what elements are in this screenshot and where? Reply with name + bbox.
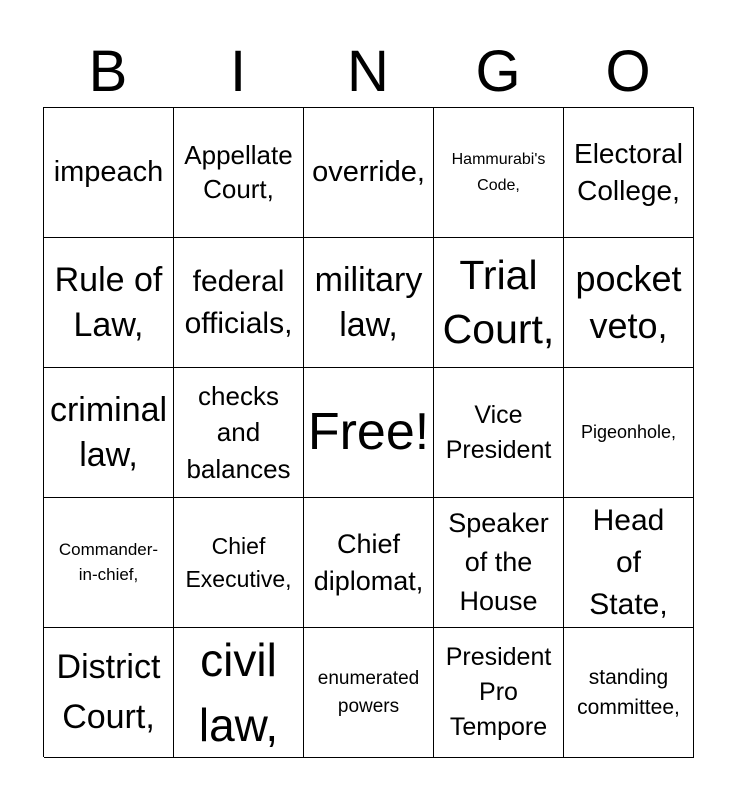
header-letter-b: B <box>88 39 128 104</box>
bingo-cell-label: civil law, <box>198 634 279 751</box>
bingo-cell-label: Commander- in-chief, <box>58 539 159 584</box>
bingo-cell[interactable] <box>304 238 434 368</box>
bingo-cell[interactable] <box>564 498 694 628</box>
header-letter-g: G <box>475 39 521 104</box>
bingo-cell-label: Chief diplomat, <box>313 529 424 596</box>
bingo-header <box>43 38 693 106</box>
bingo-cell-label: Free! <box>307 402 430 461</box>
bingo-cell[interactable] <box>564 628 694 758</box>
bingo-cell-label: Rule of Law, <box>54 261 163 344</box>
bingo-cell-label: pocket veto, <box>575 257 682 346</box>
bingo-cell[interactable] <box>304 368 434 498</box>
bingo-cell-label: Speaker of the House <box>448 507 549 617</box>
bingo-cell[interactable] <box>44 498 174 628</box>
bingo-cell[interactable] <box>44 368 174 498</box>
bingo-cell-label: federal officials, <box>184 264 293 340</box>
bingo-cell-label: Pigeonhole, <box>580 421 677 442</box>
bingo-cell-label: criminal law, <box>49 391 168 474</box>
bingo-cell[interactable] <box>304 498 434 628</box>
bingo-cell[interactable] <box>564 238 694 368</box>
header-letter-n: N <box>347 39 389 104</box>
bingo-cell[interactable] <box>434 238 564 368</box>
bingo-cell-label: override, <box>312 155 425 188</box>
bingo-cell[interactable] <box>434 498 564 628</box>
bingo-board <box>43 107 694 757</box>
bingo-cell[interactable] <box>44 628 174 758</box>
bingo-cell[interactable] <box>44 238 174 368</box>
header-letter-i: I <box>229 39 247 104</box>
bingo-cell[interactable] <box>174 238 304 368</box>
bingo-cell[interactable] <box>304 108 434 238</box>
bingo-cell[interactable] <box>434 368 564 498</box>
bingo-cell-label: standing committee, <box>577 666 680 719</box>
bingo-cell-label: Trial Court, <box>442 252 555 352</box>
bingo-cell[interactable] <box>174 368 304 498</box>
bingo-cell-label: checks and balances <box>186 380 291 484</box>
bingo-cell-label: Appellate Court, <box>184 139 293 204</box>
bingo-cell-label: Vice President <box>445 400 552 464</box>
bingo-cell-label: impeach <box>53 155 164 188</box>
bingo-cell[interactable] <box>434 628 564 758</box>
bingo-cell-label: President Pro Tempore <box>445 643 552 741</box>
bingo-cell-label: Hammurabi's Code, <box>451 150 546 194</box>
bingo-cell[interactable] <box>304 628 434 758</box>
bingo-cell-label: District Court, <box>56 648 161 736</box>
bingo-cell[interactable] <box>44 108 174 238</box>
bingo-cell[interactable] <box>174 498 304 628</box>
bingo-cell-label: military law, <box>314 261 423 344</box>
bingo-cell-label: Chief Executive, <box>185 533 292 592</box>
bingo-cell[interactable] <box>564 108 694 238</box>
header-letter-o: O <box>605 39 651 104</box>
bingo-cell[interactable] <box>174 628 304 758</box>
bingo-cell[interactable] <box>174 108 304 238</box>
bingo-cell[interactable] <box>434 108 564 238</box>
bingo-cell[interactable] <box>564 368 694 498</box>
bingo-cell-label: Head of State, <box>589 503 668 621</box>
bingo-cell-label: enumerated powers <box>317 667 420 717</box>
bingo-cell-label: Electoral College, <box>574 138 683 206</box>
